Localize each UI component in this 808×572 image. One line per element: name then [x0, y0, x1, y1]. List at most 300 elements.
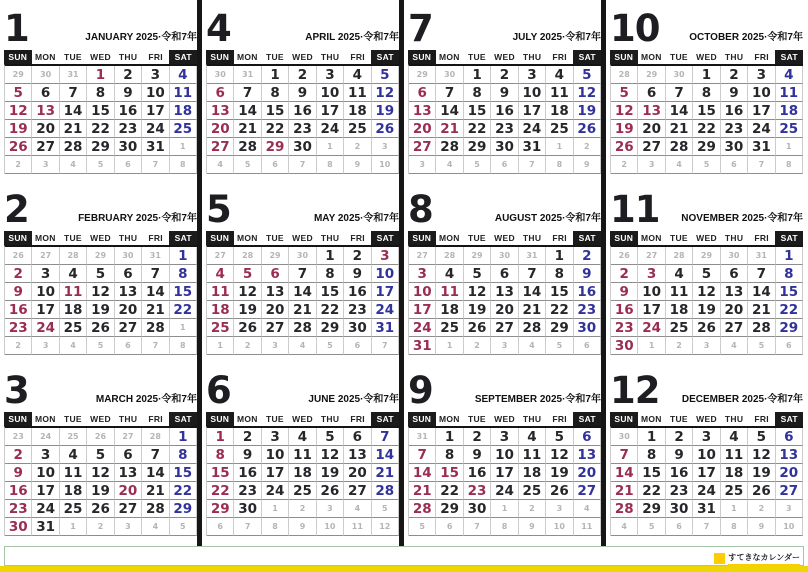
date-cell: 10	[32, 283, 59, 301]
weekday-header: SAT	[169, 50, 197, 64]
date-cell: 13	[776, 446, 803, 464]
weekday-header: SAT	[775, 231, 803, 245]
date-cell: 26	[574, 120, 601, 138]
date-cell: 6	[262, 265, 289, 283]
month-title: NOVEMBER 2025·令和7年	[681, 213, 803, 224]
date-cell: 27	[262, 319, 289, 337]
date-cell: 27	[776, 482, 803, 500]
date-cell: 8	[546, 265, 573, 283]
date-cell: 4	[344, 66, 371, 84]
brand-name: すてきなカレンダー	[728, 553, 800, 562]
date-cell: 27	[115, 428, 142, 446]
date-cell: 2	[611, 265, 638, 283]
month-header	[206, 6, 399, 50]
date-cell: 2	[115, 66, 142, 84]
date-cell: 25	[289, 482, 316, 500]
date-cell: 16	[574, 283, 601, 301]
weekday-header-row	[206, 231, 399, 245]
date-cell: 3	[372, 247, 399, 265]
date-cell: 24	[491, 482, 518, 500]
date-cell: 29	[464, 247, 491, 265]
date-cell: 19	[748, 464, 775, 482]
date-cell: 22	[693, 120, 720, 138]
weekday-header: SUN	[4, 231, 32, 245]
date-cell: 21	[611, 482, 638, 500]
date-cell: 30	[611, 337, 638, 355]
date-cell: 25	[60, 319, 87, 337]
weekday-header-row	[206, 50, 399, 64]
date-cell: 4	[519, 337, 546, 355]
weekday-header: SUN	[206, 412, 234, 426]
weekday-header-row	[408, 50, 601, 64]
date-cell: 23	[5, 500, 32, 518]
date-cell: 19	[234, 301, 261, 319]
brand-subline	[728, 564, 800, 566]
month-block	[610, 370, 803, 536]
date-cell: 14	[519, 283, 546, 301]
date-cell: 2	[87, 518, 114, 536]
date-cell: 5	[464, 265, 491, 283]
date-cell: 23	[491, 120, 518, 138]
date-cell: 5	[638, 518, 665, 536]
date-cell: 22	[170, 301, 197, 319]
date-cell: 28	[611, 66, 638, 84]
date-cell: 4	[289, 428, 316, 446]
date-cell: 27	[721, 319, 748, 337]
date-cell: 16	[721, 102, 748, 120]
date-cell: 6	[32, 84, 59, 102]
date-cell: 4	[142, 518, 169, 536]
date-cell: 6	[638, 84, 665, 102]
month-number: 7	[408, 6, 433, 50]
date-cell: 11	[344, 84, 371, 102]
date-cell: 14	[666, 102, 693, 120]
weekday-header: MON	[237, 52, 258, 62]
date-cell: 21	[289, 301, 316, 319]
month-title: SEPTEMBER 2025·令和7年	[474, 394, 601, 405]
date-cell: 7	[748, 265, 775, 283]
date-cell: 29	[262, 247, 289, 265]
date-cell: 19	[372, 102, 399, 120]
date-cell: 18	[289, 464, 316, 482]
date-cell: 27	[409, 247, 436, 265]
weekday-header: MON	[641, 414, 662, 424]
weekday-header: SAT	[573, 231, 601, 245]
date-cell: 1	[170, 428, 197, 446]
date-cell: 10	[142, 84, 169, 102]
date-cell: 5	[234, 156, 261, 174]
date-cell: 4	[436, 156, 463, 174]
weekday-header: TUE	[669, 233, 688, 243]
date-cell: 31	[519, 138, 546, 156]
date-cell: 9	[519, 518, 546, 536]
date-cell: 3	[638, 156, 665, 174]
date-cell: 2	[5, 265, 32, 283]
date-cell: 30	[207, 66, 234, 84]
weekday-header-row	[206, 412, 399, 426]
dates-grid	[4, 64, 197, 174]
date-cell: 15	[87, 102, 114, 120]
date-cell: 26	[5, 138, 32, 156]
date-cell: 18	[170, 102, 197, 120]
date-cell: 1	[546, 138, 573, 156]
weekday-header: TUE	[63, 233, 82, 243]
date-cell: 20	[115, 301, 142, 319]
date-cell: 10	[748, 84, 775, 102]
date-cell: 21	[372, 464, 399, 482]
date-cell: 7	[234, 84, 261, 102]
date-cell: 7	[234, 518, 261, 536]
weekday-header: THU	[320, 414, 340, 424]
date-cell: 20	[776, 464, 803, 482]
date-cell: 31	[142, 138, 169, 156]
date-cell: 22	[436, 482, 463, 500]
date-cell: 28	[142, 428, 169, 446]
date-cell: 8	[317, 156, 344, 174]
date-cell: 10	[32, 464, 59, 482]
month-number: 2	[4, 187, 29, 231]
weekday-header: WED	[292, 233, 313, 243]
weekday-header: TUE	[669, 52, 688, 62]
weekday-header: TUE	[669, 414, 688, 424]
date-cell: 5	[748, 337, 775, 355]
date-cell: 20	[115, 482, 142, 500]
date-cell: 9	[5, 464, 32, 482]
weekday-header: FRI	[552, 414, 567, 424]
month-header	[610, 368, 803, 412]
date-cell: 24	[519, 120, 546, 138]
date-cell: 28	[666, 138, 693, 156]
weekday-header: MON	[439, 414, 460, 424]
date-cell: 2	[344, 247, 371, 265]
date-cell: 29	[87, 247, 114, 265]
date-cell: 26	[693, 319, 720, 337]
weekday-header: MON	[237, 233, 258, 243]
weekday-header: SAT	[775, 50, 803, 64]
date-cell: 15	[436, 464, 463, 482]
date-cell: 30	[721, 247, 748, 265]
dates-grid	[610, 245, 803, 355]
weekday-header-row	[610, 412, 803, 426]
date-cell: 15	[170, 283, 197, 301]
date-cell: 4	[60, 156, 87, 174]
month-header	[408, 187, 601, 231]
date-cell: 29	[693, 247, 720, 265]
date-cell: 1	[317, 138, 344, 156]
date-cell: 11	[574, 518, 601, 536]
date-cell: 7	[372, 337, 399, 355]
date-cell: 9	[666, 446, 693, 464]
date-cell: 5	[546, 428, 573, 446]
date-cell: 16	[666, 464, 693, 482]
weekday-header: THU	[320, 52, 340, 62]
date-cell: 4	[344, 500, 371, 518]
date-cell: 2	[5, 337, 32, 355]
weekday-header: MON	[641, 233, 662, 243]
date-cell: 5	[748, 428, 775, 446]
date-cell: 29	[5, 66, 32, 84]
date-cell: 8	[262, 84, 289, 102]
date-cell: 24	[748, 120, 775, 138]
month-block	[206, 189, 399, 355]
date-cell: 15	[262, 102, 289, 120]
date-cell: 1	[170, 138, 197, 156]
date-cell: 16	[344, 283, 371, 301]
date-cell: 10	[693, 446, 720, 464]
date-cell: 30	[5, 518, 32, 536]
date-cell: 22	[207, 482, 234, 500]
date-cell: 2	[519, 500, 546, 518]
date-cell: 6	[115, 337, 142, 355]
date-cell: 1	[60, 518, 87, 536]
date-cell: 2	[289, 500, 316, 518]
date-cell: 11	[436, 283, 463, 301]
weekday-header: THU	[724, 414, 744, 424]
date-cell: 5	[317, 337, 344, 355]
date-cell: 18	[666, 301, 693, 319]
date-cell: 5	[87, 156, 114, 174]
date-cell: 3	[748, 66, 775, 84]
date-cell: 30	[234, 500, 261, 518]
date-cell: 27	[32, 247, 59, 265]
date-cell: 28	[611, 500, 638, 518]
weekday-header: FRI	[754, 52, 769, 62]
date-cell: 20	[207, 120, 234, 138]
date-cell: 25	[721, 482, 748, 500]
date-cell: 6	[344, 337, 371, 355]
date-cell: 20	[638, 120, 665, 138]
date-cell: 3	[317, 66, 344, 84]
date-cell: 30	[115, 138, 142, 156]
date-cell: 5	[234, 265, 261, 283]
date-cell: 28	[289, 319, 316, 337]
date-cell: 6	[491, 156, 518, 174]
weekday-header: SAT	[371, 412, 399, 426]
date-cell: 25	[170, 120, 197, 138]
date-cell: 10	[317, 518, 344, 536]
date-cell: 22	[170, 482, 197, 500]
date-cell: 6	[666, 518, 693, 536]
month-header	[206, 187, 399, 231]
date-cell: 9	[115, 84, 142, 102]
month-header	[408, 6, 601, 50]
weekday-header: THU	[522, 414, 542, 424]
month-number: 6	[206, 368, 231, 412]
weekday-header: FRI	[148, 52, 163, 62]
date-cell: 29	[207, 500, 234, 518]
date-cell: 12	[234, 283, 261, 301]
date-cell: 13	[262, 283, 289, 301]
date-cell: 4	[721, 428, 748, 446]
date-cell: 15	[546, 283, 573, 301]
date-cell: 17	[142, 102, 169, 120]
weekday-header: SUN	[4, 50, 32, 64]
weekday-header: TUE	[63, 414, 82, 424]
date-cell: 4	[289, 337, 316, 355]
weekday-header-row	[610, 231, 803, 245]
date-cell: 30	[491, 247, 518, 265]
date-cell: 4	[546, 66, 573, 84]
weekday-header: FRI	[754, 414, 769, 424]
month-block	[4, 189, 197, 355]
date-cell: 4	[60, 337, 87, 355]
date-cell: 23	[234, 482, 261, 500]
date-cell: 12	[693, 283, 720, 301]
month-number: 9	[408, 368, 433, 412]
date-cell: 2	[5, 156, 32, 174]
date-cell: 14	[289, 283, 316, 301]
date-cell: 31	[748, 138, 775, 156]
date-cell: 20	[491, 301, 518, 319]
date-cell: 28	[519, 319, 546, 337]
date-cell: 7	[289, 265, 316, 283]
date-cell: 1	[776, 138, 803, 156]
date-cell: 21	[234, 120, 261, 138]
date-cell: 5	[574, 66, 601, 84]
date-cell: 8	[317, 265, 344, 283]
date-cell: 18	[721, 464, 748, 482]
weekday-header: SUN	[408, 412, 436, 426]
date-cell: 19	[464, 301, 491, 319]
date-cell: 10	[262, 446, 289, 464]
date-cell: 31	[519, 247, 546, 265]
date-cell: 8	[436, 446, 463, 464]
brand-logo	[714, 553, 800, 566]
date-cell: 2	[574, 247, 601, 265]
date-cell: 12	[546, 446, 573, 464]
date-cell: 12	[87, 464, 114, 482]
weekday-header: SUN	[206, 50, 234, 64]
date-cell: 29	[776, 319, 803, 337]
date-cell: 12	[87, 283, 114, 301]
month-block	[408, 8, 601, 174]
date-cell: 10	[491, 446, 518, 464]
calendar-column	[202, 0, 404, 546]
date-cell: 17	[638, 301, 665, 319]
calendar-column	[404, 0, 606, 546]
date-cell: 3	[409, 265, 436, 283]
date-cell: 11	[60, 283, 87, 301]
date-cell: 7	[142, 265, 169, 283]
weekday-header: SUN	[610, 412, 638, 426]
month-number: 5	[206, 187, 231, 231]
date-cell: 23	[289, 120, 316, 138]
date-cell: 1	[207, 337, 234, 355]
weekday-header: WED	[494, 414, 515, 424]
date-cell: 1	[317, 247, 344, 265]
date-cell: 6	[262, 156, 289, 174]
dates-grid	[408, 426, 601, 536]
weekday-header: FRI	[754, 233, 769, 243]
month-number: 11	[610, 187, 660, 231]
date-cell: 23	[666, 482, 693, 500]
bottom-yellow-strip	[0, 566, 808, 572]
weekday-header: WED	[494, 233, 515, 243]
date-cell: 3	[491, 337, 518, 355]
date-cell: 29	[262, 138, 289, 156]
date-cell: 18	[436, 301, 463, 319]
date-cell: 11	[344, 518, 371, 536]
date-cell: 14	[748, 283, 775, 301]
date-cell: 6	[721, 156, 748, 174]
date-cell: 14	[234, 102, 261, 120]
date-cell: 16	[5, 301, 32, 319]
weekday-header: TUE	[265, 414, 284, 424]
date-cell: 27	[491, 319, 518, 337]
date-cell: 18	[60, 301, 87, 319]
month-title: JULY 2025·令和7年	[512, 32, 601, 43]
month-number: 3	[4, 368, 29, 412]
date-cell: 29	[464, 138, 491, 156]
weekday-header: TUE	[467, 52, 486, 62]
month-title: JANUARY 2025·令和7年	[85, 32, 197, 43]
date-cell: 8	[262, 518, 289, 536]
date-cell: 9	[491, 84, 518, 102]
date-cell: 16	[611, 301, 638, 319]
date-cell: 2	[611, 156, 638, 174]
weekday-header-row	[4, 412, 197, 426]
month-number: 12	[610, 368, 660, 412]
dates-grid	[206, 426, 399, 536]
date-cell: 3	[409, 156, 436, 174]
date-cell: 26	[5, 247, 32, 265]
date-cell: 26	[317, 482, 344, 500]
date-cell: 27	[115, 500, 142, 518]
date-cell: 19	[5, 120, 32, 138]
date-cell: 3	[262, 337, 289, 355]
date-cell: 5	[170, 518, 197, 536]
date-cell: 14	[372, 446, 399, 464]
date-cell: 28	[142, 500, 169, 518]
date-cell: 9	[289, 84, 316, 102]
date-cell: 18	[344, 102, 371, 120]
date-cell: 1	[262, 500, 289, 518]
date-cell: 1	[436, 428, 463, 446]
date-cell: 7	[666, 84, 693, 102]
date-cell: 27	[638, 247, 665, 265]
date-cell: 30	[32, 66, 59, 84]
date-cell: 4	[721, 337, 748, 355]
date-cell: 8	[87, 84, 114, 102]
date-cell: 3	[519, 66, 546, 84]
date-cell: 29	[638, 66, 665, 84]
dates-grid	[408, 245, 601, 355]
date-cell: 6	[207, 84, 234, 102]
date-cell: 17	[262, 464, 289, 482]
date-cell: 1	[721, 500, 748, 518]
date-cell: 8	[776, 156, 803, 174]
dates-grid	[408, 64, 601, 174]
date-cell: 13	[574, 446, 601, 464]
date-cell: 3	[693, 428, 720, 446]
date-cell: 8	[721, 518, 748, 536]
date-cell: 17	[32, 482, 59, 500]
date-cell: 26	[87, 428, 114, 446]
date-cell: 4	[666, 156, 693, 174]
date-cell: 7	[519, 265, 546, 283]
date-cell: 25	[776, 120, 803, 138]
date-cell: 7	[611, 446, 638, 464]
dates-grid	[610, 64, 803, 174]
date-cell: 7	[519, 156, 546, 174]
month-header	[610, 6, 803, 50]
date-cell: 18	[546, 102, 573, 120]
weekday-header-row	[4, 50, 197, 64]
date-cell: 8	[170, 337, 197, 355]
weekday-header: FRI	[148, 233, 163, 243]
date-cell: 30	[344, 319, 371, 337]
date-cell: 11	[289, 446, 316, 464]
